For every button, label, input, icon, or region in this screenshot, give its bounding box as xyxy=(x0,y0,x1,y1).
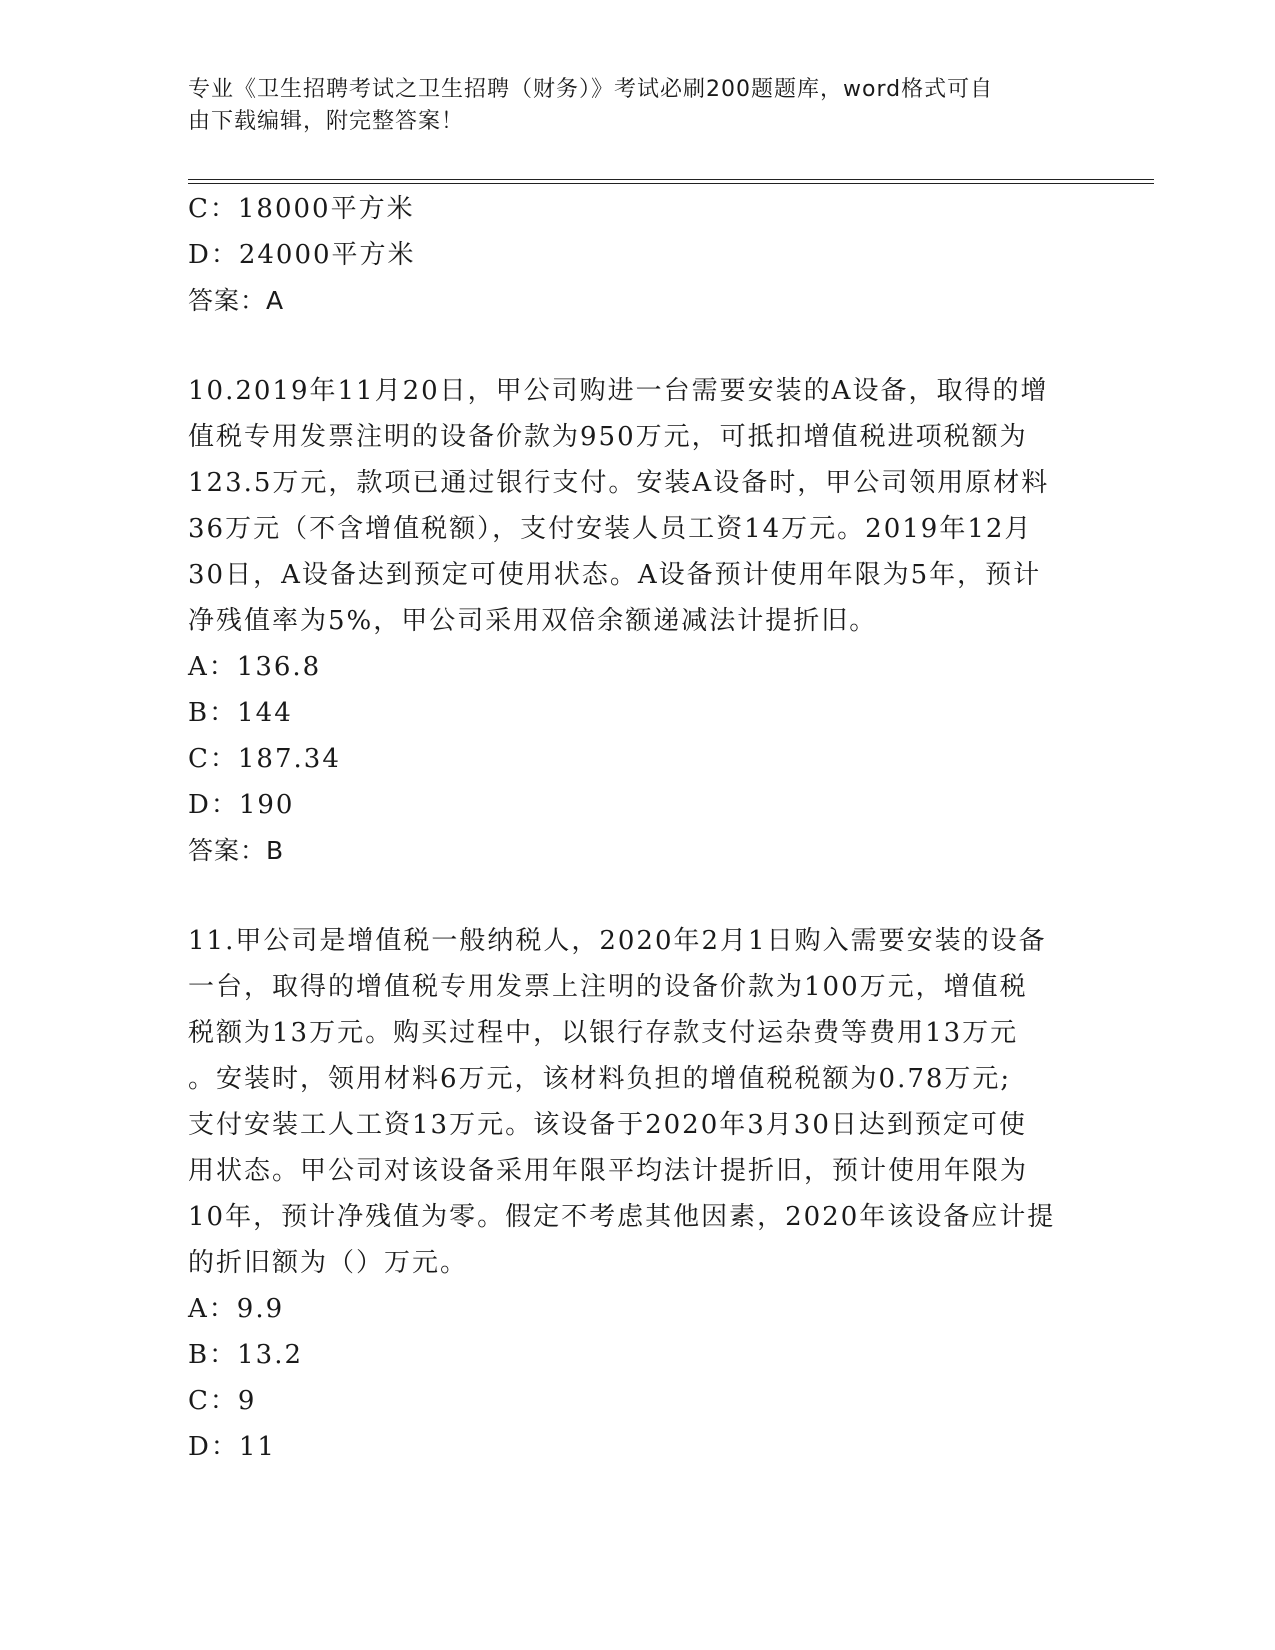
question-10-text-line: 123.5万元，款项已通过银行支付。安装A设备时，甲公司领用原材料 xyxy=(188,468,1050,498)
header-title-line-2: 由下载编辑，附完整答案！ xyxy=(188,109,465,134)
question-10-text-line: 净残值率为5%，甲公司采用双倍余额递减法计提折旧。 xyxy=(188,606,878,636)
option-d: D：11 xyxy=(188,1432,276,1462)
prev-question-tail xyxy=(188,186,1088,324)
answer-line: 答案：B xyxy=(188,836,285,865)
question-11 xyxy=(188,918,1088,1470)
question-11-text-line: 支付安装工人工资13万元。该设备于2020年3月30日达到预定可使 xyxy=(188,1110,1027,1140)
option-b: B：144 xyxy=(188,698,293,728)
document-body xyxy=(188,186,1088,1470)
document-header xyxy=(188,74,1068,138)
question-10-text-line: 30日，A设备达到预定可使用状态。A设备预计使用年限为5年，预计 xyxy=(188,560,1042,590)
question-11-text-line: 10年，预计净残值为零。假定不考虑其他因素，2020年该设备应计提 xyxy=(188,1202,1056,1232)
option-d: D：190 xyxy=(188,790,295,820)
option-c: C：187.34 xyxy=(188,744,341,774)
question-11-text-line: 用状态。甲公司对该设备采用年限平均法计提折旧，预计使用年限为 xyxy=(188,1156,1029,1186)
header-title-line-1: 专业《卫生招聘考试之卫生招聘（财务）》考试必刷200题题库，word格式可自 xyxy=(188,77,994,102)
option-c: C：18000平方米 xyxy=(188,194,415,224)
question-10-text-line: 值税专用发票注明的设备价款为950万元，可抵扣增值税进项税额为 xyxy=(188,422,1028,452)
question-11-text-line: 。安装时，领用材料6万元，该材料负担的增值税税额为0.78万元; xyxy=(188,1064,1012,1094)
option-d: D：24000平方米 xyxy=(188,240,416,270)
answer-line: 答案：A xyxy=(188,286,285,315)
question-11-text-line: 11.甲公司是增值税一般纳税人，2020年2月1日购入需要安装的设备 xyxy=(188,926,1047,956)
question-10-text-line: 36万元（不含增值税额），支付安装人员工资14万元。2019年12月 xyxy=(188,514,1033,544)
question-11-text-line: 的折旧额为（）万元。 xyxy=(188,1248,469,1278)
option-b: B：13.2 xyxy=(188,1340,303,1370)
header-divider-top xyxy=(188,179,1154,180)
header-divider-bottom xyxy=(188,183,1154,184)
option-c: C：9 xyxy=(188,1386,257,1416)
question-11-text-line: 一台，取得的增值税专用发票上注明的设备价款为100万元，增值税 xyxy=(188,972,1028,1002)
question-10-text-line: 10.2019年11月20日，甲公司购进一台需要安装的A设备，取得的增 xyxy=(188,376,1049,406)
question-11-text-line: 税额为13万元。购买过程中，以银行存款支付运杂费等费用13万元 xyxy=(188,1018,1019,1048)
question-10 xyxy=(188,368,1088,874)
option-a: A：136.8 xyxy=(188,652,322,682)
option-a: A：9.9 xyxy=(188,1294,285,1324)
question-gap xyxy=(188,324,1088,368)
question-gap xyxy=(188,874,1088,918)
